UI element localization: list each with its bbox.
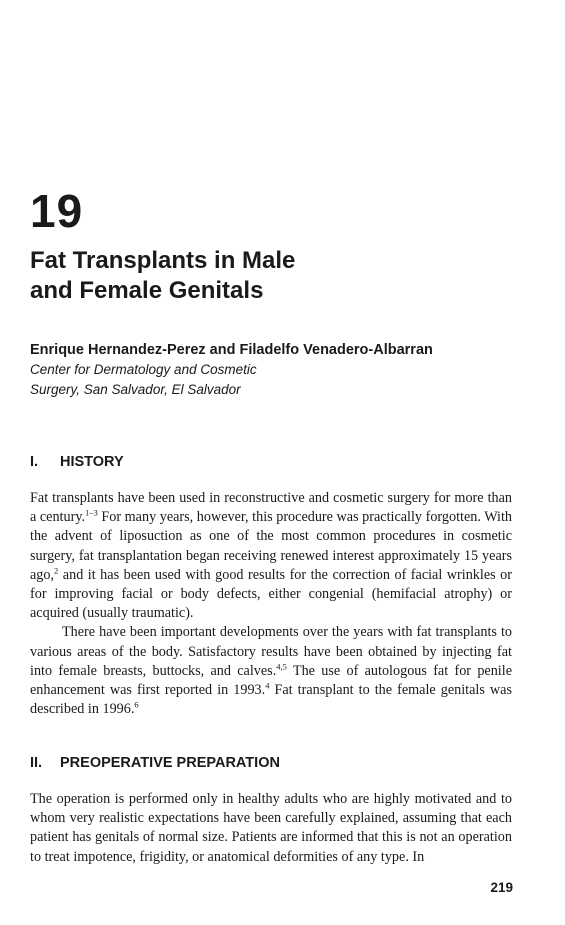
text-run: For many years, however, this procedure was practically forgotten. With the advent of liposuction as one of the most common procedures in cosmetic surgery, fat transplantation began receiving renewed interest approximately 15 years ago,	[30, 509, 512, 583]
section-title: PREOPERATIVE PREPARATION	[60, 755, 280, 771]
text-run: The operation is performed only in healthy adults who are highly motivated and to whom very realistic expectations have been carefully explained, assuming that each patient has genitals of normal size. Patients are informed that this is not an operation to treat impotence, frigidity, or anatomical deformities of any type. In	[30, 791, 512, 865]
text-run: Fat transplants have been used in reconstructive and cosmetic surgery for more than a century.	[30, 490, 512, 526]
author-names: Enrique Hernandez-Perez and Filadelfo Venadero-Albarran	[30, 342, 433, 358]
reference-superscript: 1–3	[85, 507, 98, 518]
reference-superscript: 6	[134, 699, 139, 710]
text-run: The use of autologous fat for penile enhancement was first reported in 1993.	[30, 662, 512, 699]
page-number: 219	[490, 880, 513, 895]
reference-superscript: 4,5	[276, 661, 287, 672]
text-run: and it has been used with good results for the correction of facial wrinkles or for improving facial or body defects, either congenial (hemifacial atrophy) or acquired (usually traumatic).	[30, 566, 512, 622]
section-title: HISTORY	[60, 454, 124, 470]
text-run: There have been important developments over the years with fat transplants to various areas of the body. Satisfactory results have been obtained by injecting fat into female breasts, buttocks, and calves.	[30, 624, 512, 679]
text-run: Fat transplant to the female genitals was described in 1996.	[30, 682, 512, 718]
affiliation-line-1: Center for Dermatology and Cosmetic	[30, 362, 257, 377]
chapter-title-line-1: Fat Transplants in Male	[30, 247, 296, 274]
section-body-history	[30, 489, 512, 719]
section-body-preoperative-preparation	[30, 790, 512, 867]
section-number: II.	[30, 755, 43, 771]
section-heading-history	[30, 452, 124, 472]
chapter-title-line-2: and Female Genitals	[30, 277, 264, 304]
section-number: I.	[30, 454, 39, 470]
paragraph	[30, 623, 512, 719]
reference-superscript: 2	[54, 565, 59, 576]
paragraph	[30, 790, 512, 867]
reference-superscript: 4	[265, 680, 270, 691]
chapter-title	[30, 246, 450, 306]
paragraph	[30, 489, 512, 623]
author-affiliation	[30, 360, 390, 399]
section-heading-preoperative-preparation	[30, 753, 280, 773]
chapter-number: 19	[30, 185, 84, 237]
affiliation-line-2: Surgery, San Salvador, El Salvador	[30, 381, 241, 397]
